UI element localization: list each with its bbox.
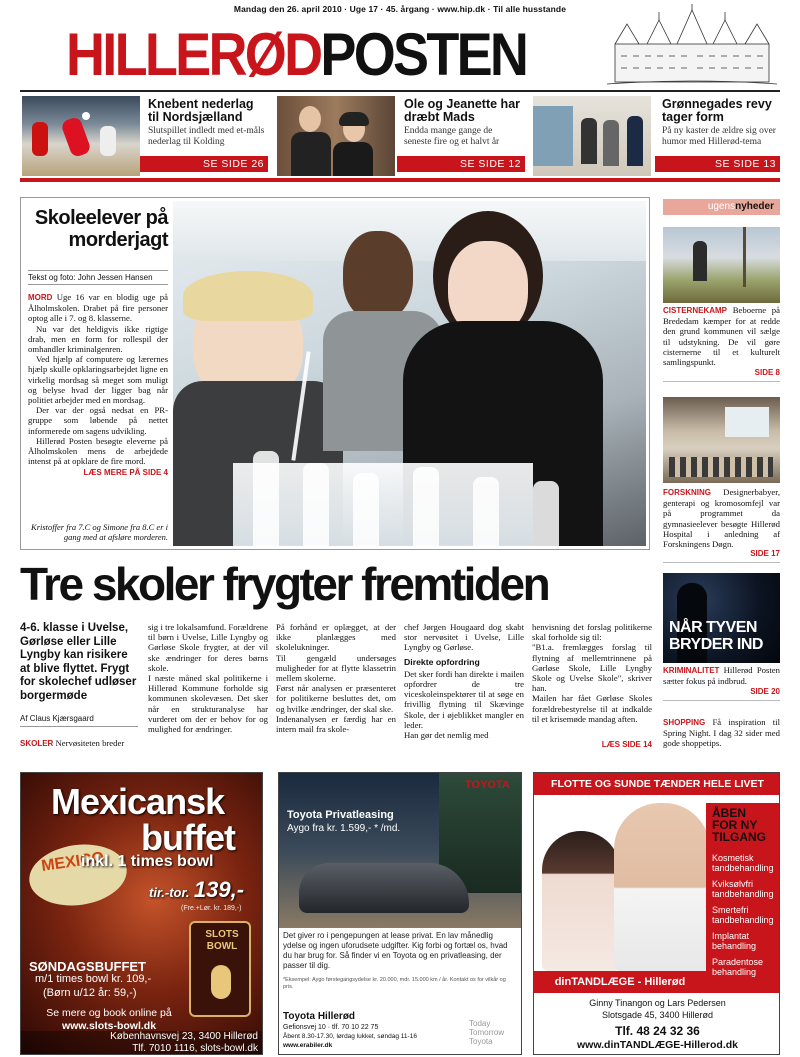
cisterne-photo <box>663 227 780 303</box>
sidebar-item-1: CISTERNEKAMP Beboerne på Brededam kæmper for at redde den grund kommunen vil sælge til udstykning. De vil gøre cisternerne til et kulturelt samlingspunkt. <box>663 305 780 368</box>
thief-box-text: NÅR TYVEN BRYDER IND <box>669 619 763 653</box>
ad-mex-sunday-l2: (Børn u/12 år: 59,-) <box>43 987 137 999</box>
forskning-photo <box>663 397 780 483</box>
masthead <box>66 21 527 88</box>
teaser-3-title: Grønnegades revy tager form <box>662 97 772 124</box>
dental-service-list: Kosmetisk tandbehandling Kviksølvfri tandbehandling Smertefri tandbehandling Implantat behandling Paradentose behandling <box>712 853 774 977</box>
dental-clinic-name: dinTANDLÆGE - Hillerød <box>534 971 706 993</box>
ad-mex-title-1: Mexicansk <box>51 781 225 822</box>
lead-col-2: sig i tre lokalsamfund. Forældrene til børn i Uvelse, Lille Lyngby og Gørløse Skole frygter, at der vil ske ændringer for deres børns skole. I næste måned skal politikerne i Hillerød Kommune forholde sig kommunen skolevæsen. Det sker når en strukturanalyse har vurderet om der er behov for og mulighed for ændringer. <box>148 622 268 735</box>
ole-jeanette-photo <box>277 96 395 176</box>
dateline: Mandag den 26. april 2010 · Uge 17 · 45. årgang · www.hip.dk · Til alle husstande <box>233 4 567 14</box>
toyota-offer-sub: Aygo fra kr. 1.599,- * /md. <box>287 823 401 834</box>
toyota-fine-print: *Eksempel: Aygo førstegangsydelse kr. 20.000, mdr. 15.000 km / år. Kontakt os for vilkår og pris. <box>283 977 506 990</box>
feature-caption: Kristoffer fra 7.C og Simone fra 8.C er i gang med at afsløre morderen. <box>31 522 168 542</box>
teaser-3-body: På ny kaster de ældre sig over humor med Hillerød-tema <box>662 126 776 147</box>
teaser-2-body: Endda mange gange de seneste fire og et halvt år <box>404 126 500 147</box>
dental-names: Ginny Tinangon og Lars Pedersen <box>589 998 726 1008</box>
ad-mex-sunday-title: SØNDAGSBUFFET <box>29 959 146 974</box>
lead-col-1: SKOLER Nervøsiteten breder <box>20 738 125 748</box>
teaser-3-see-page[interactable]: SE SIDE 13 <box>655 156 780 172</box>
feature-headline: Skoleelever på morderjagt <box>34 207 168 251</box>
toyota-address: Gefionsvej 10 · tlf. 70 10 22 75 <box>283 1024 379 1031</box>
lead-subheading: Direkte opfordring <box>404 656 480 667</box>
lead-headline: Tre skoler frygter fremtiden <box>20 558 549 610</box>
teaser-1[interactable] <box>148 98 266 147</box>
lead-col-5: henvisning det forslag politikerne skal forholde sig til: "B1.a. fremlægges forslag til flytning af mellemtrinnene på Gørløse Skole, Lille Lyngby Skole og Uvelse Skole", skriver han. Mailen har fået Gørløse Skoles forældrebestyrelse til at indkalde til et krisemøde mandag aften. <box>532 622 652 724</box>
sidebar-item-3-page[interactable]: SIDE 20 <box>750 687 780 696</box>
handball-photo <box>22 96 140 176</box>
teaser-2-title: Ole og Jeanette har dræbt Mads <box>404 97 521 124</box>
dental-banner: FLOTTE OG SUNDE TÆNDER HELE LIVET <box>534 773 780 795</box>
ad-mex-price-note: (Fre.+Lør. kr. 189,-) <box>181 905 242 912</box>
toyota-logo: TOYOTA <box>465 779 510 791</box>
ad-mex-price: tir.-tor. 139,- <box>149 877 245 902</box>
masthead-part-1: HILLERØD <box>66 21 321 88</box>
ad-mexican-buffet[interactable] <box>20 772 263 1055</box>
revy-photo <box>533 96 651 176</box>
toyota-web[interactable]: www.erabiler.dk <box>283 1042 333 1049</box>
ad-mex-web-2[interactable]: www.slots-bowl.dk <box>61 1020 157 1032</box>
teaser-2[interactable] <box>404 98 522 147</box>
toyota-slogan: Today Tomorrow Toyota <box>469 1019 505 1046</box>
students-lab-photo <box>173 201 646 546</box>
thief-photo <box>663 573 780 663</box>
lead-byline: Af Claus Kjærsgaard <box>20 714 138 727</box>
toyota-hours: Åbent 8.30-17.30, lørdag lukket, søndag 11-16 <box>283 1033 417 1040</box>
sidebar-item-3: KRIMINALITET Hillerød Posten sætter fokus på indbrud. <box>663 665 780 687</box>
toyota-dealer: Toyota Hillerød <box>283 1011 356 1022</box>
slots-bowl-logo: SLOTS BOWL <box>189 921 251 1017</box>
feature-read-more[interactable]: LÆS MERE PÅ SIDE 4 <box>83 468 168 478</box>
sidebar-item-1-page[interactable]: SIDE 8 <box>754 368 780 377</box>
ad-mex-sunday-l1: m/1 times bowl kr. 109,- <box>35 973 152 985</box>
ad-toyota[interactable] <box>278 772 522 1055</box>
sidebar-item-2: FORSKNING Designerbabyer, genterapi og kromosomfejl var på programmet da gymnasieelever besøgte Hillerød Hospital i anledning af Forskningens Døgn. <box>663 487 780 550</box>
sidebar-item-4: SHOPPING Få inspiration til Spring Night. I dag 32 sider med gode shoppetips. <box>663 717 781 749</box>
lead-kicker: SKOLER <box>20 739 54 748</box>
lead-read-more[interactable]: LÆS SIDE 14 <box>601 740 652 749</box>
dental-web[interactable]: www.dinTANDLÆGE-Hillerod.dk <box>577 1039 738 1051</box>
teaser-3[interactable] <box>662 98 780 147</box>
ad-dentist[interactable] <box>533 772 780 1055</box>
ad-mex-title-2: buffet <box>141 817 235 858</box>
sidebar-item-2-page[interactable]: SIDE 17 <box>750 549 780 558</box>
lead-standfirst: 4-6. klasse i Uvelse, Gørløse eller Lille Lyngby kan risikere at blive flyttet. Frygt for skolechef udløser borgermøde <box>20 622 137 702</box>
lead-col-4: chef Jørgen Hougaard dog skabt stor nervøsitet i Uvelse, Lille Lyngby og Gørløse. Direkte opfordring Det sker fordi han direkte i mailen opfordrer de tre viceskoleinspektører til at søge en frivillig flytning til Skævinge Skole, der i øjeblikket mangler en leder. Han gør det nemlig med <box>404 622 524 741</box>
ad-mex-address: Københavnsvej 23, 3400 Hillerød Tlf. 7010 1116, slots-bowl.dk <box>21 1031 263 1055</box>
dental-services-panel: ÅBEN FOR NY TILGANG Kosmetisk tandbehandling Kviksølvfri tandbehandling Smertefri tandbehandling Implantat behandling Paradentose behandling <box>706 803 780 993</box>
masthead-part-2: POSTEN <box>320 21 527 88</box>
toyota-offer-title: Toyota Privatleasing <box>287 809 394 821</box>
feature-kicker: MORD <box>28 293 53 302</box>
sidebar-label: ugensnyheder <box>663 199 780 215</box>
ad-mex-web-1: Se mere og book online på <box>46 1007 172 1019</box>
feature-byline: Tekst og foto: John Jessen Hansen <box>28 270 168 285</box>
dental-phone: Tlf. 48 24 32 36 <box>615 1024 700 1038</box>
dentist-man-photo <box>614 803 710 971</box>
toyota-street-photo <box>279 773 522 928</box>
dental-address: Slotsgade 45, 3400 Hillerød <box>601 1010 714 1020</box>
toyota-body: Det giver ro i pengepungen at lease privat. En lav månedlig ydelse og ingen uforudsete udgifter. Kig forbi og fortæl os, hvad du har brug for. Så finder vi en Toyota og en privatleasing, der passer til dig. <box>283 931 508 970</box>
teaser-2-see-page[interactable]: SE SIDE 12 <box>397 156 525 172</box>
feature-body: MORD Uge 16 var en blodig uge på Ålholmskolen. Drabet på fire personer optog alle i 7. og 8. klasserne. Nu var det heldigvis ikke rigtige drab, men en form for rollespil der omhandler kriminalgenren. Ved hjælp af computere og lærernes hjælp skulle opklaringsarbejdet ligne en virkelig mordsag så meget som muligt og belyse hvad der ligger bag når politiet arbejder med en mordsag. Der var der også nedsat en PR-gruppe som løbende på nettet informerede om sagens udvikling. Hillerød Posten besøgte eleverne på Ålholmskolen mens de arbejdede intenst på at opklare de fire mord. LÆS MERE PÅ SIDE 4 <box>28 292 168 478</box>
teaser-1-see-page[interactable]: SE SIDE 26 <box>140 156 268 172</box>
dentist-woman-photo <box>542 831 620 971</box>
lead-col-3: På forhånd er oplægget, at der ikke planlægges med skolelukninger. Til gengæld undersøges muligheder for at flytte klassetrin mellem skolerne. Først når analysen er præsenteret for politikerne besluttes det, om og hvilke ændringer, der skal ske. Indenanalysen er færdig har en intern mail fra skole- <box>276 622 396 735</box>
castle-illustration <box>607 4 777 88</box>
teaser-1-body: Slutspillet indledt med et-måls nederlag til Kolding <box>148 126 265 147</box>
ad-mex-sub: inkl. 1 times bowl <box>81 853 214 870</box>
sombrero-illustration: MEXICO <box>25 838 130 911</box>
teaser-1-title: Knebent nederlag til Nordsjælland <box>148 97 254 124</box>
